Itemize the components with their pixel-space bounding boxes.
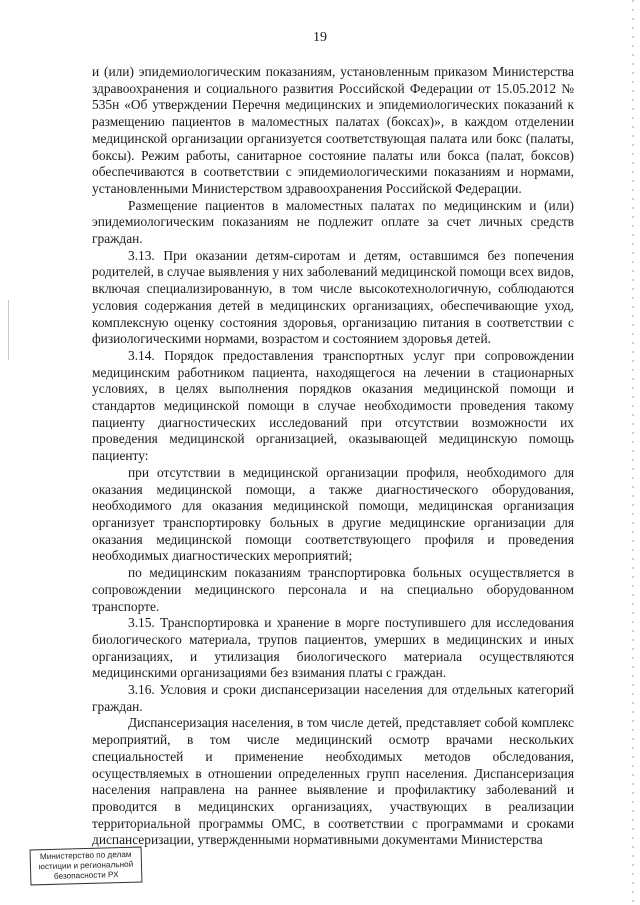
paragraph-dispensarization: Диспансеризация населения, в том числе детей, представляет собой комплекс мероприятий, в том числе медицинский осмотр врачами нескольких специальностей и применение необходимых методов обследования, осуществляемых в отношении определенных групп населения. Диспансеризация населения направлена на раннее выявление и профилактику заболеваний и проводится в медицинских организациях, участвующих в реализации территориальной программы ОМС, в соответствии с программами и сроками диспансеризации, утвержденными нормативными документами Министерства — [92, 715, 574, 848]
stamp-line-2: юстиции и региональной — [38, 859, 134, 872]
document-body — [92, 64, 574, 849]
paragraph-3-14-item-1: при отсутствии в медицинской организации профиля, необходимого для оказания медицинской помощи, а также диагностического оборудования, необходимого для оказания медицинской помощи, медицинская организация организует транспортировку больных в другие медицинские организации для оказания медицинской помощи соответствующего профиля и проведения необходимых диагностических мероприятий; — [92, 464, 574, 564]
paragraph-3-15: 3.15. Транспортировка и хранение в морге поступившего для исследования биологического материала, трупов пациентов, умерших в медицинских и иных организациях, и утилизация биологического материала осуществляются медицинскими организациями без взимания платы с граждан. — [92, 615, 574, 681]
paragraph-3-13: 3.13. При оказании детям-сиротам и детям, оставшимся без попечения родителей, в случае выявления у них заболеваний медицинской помощи всех видов, включая специализированную, в том числе высокотехнологичную, соблюдаются условия содержания детей в медицинских организациях, обеспечивающие уход, комплексную оценку состояния здоровья, организацию питания в соответствии с физиологическими нормами, возрастом и состоянием здоровья детей. — [92, 247, 574, 347]
stamp-line-1: Министерство по делам — [39, 849, 132, 862]
paragraph-3-14-item-2: по медицинским показаниям транспортировка больных осуществляется в сопровождении медицинского персонала и на специально оборудованном транспорте. — [92, 565, 574, 614]
ministry-stamp — [30, 847, 143, 886]
stamp-line-3: безопасности РХ — [53, 870, 119, 881]
paragraph-3-16: 3.16. Условия и сроки диспансеризации населения для отдельных категорий граждан. — [92, 682, 574, 714]
paragraph-3-14: 3.14. Порядок предоставления транспортных услуг при сопровождении медицинским работником пациента, находящегося на лечении в стационарных условиях, в целях выполнения порядков оказания медицинской помощи и стандартов медицинской помощи в случае необходимости проведения такому пациенту диагностических исследований при отсутствии возможности их проведения медицинской организацией, оказывающей медицинскую помощь пациенту: — [92, 347, 574, 464]
page-number: 19 — [313, 30, 327, 45]
page-edge-marks — [632, 0, 634, 905]
paragraph-continuation: и (или) эпидемиологическим показаниям, установленным приказом Министерства здравоохранения и социального развития Российской Федерации от 15.05.2012 № 535н «Об утверждении Перечня медицинских и эпидемиологических показаний к размещению пациентов в маломестных палатах (боксах)», в каждом отделении медицинской организации организуется соответствующая палата или бокс (палаты, боксы). Режим работы, санитарное состояние палаты или бокса (палат, боксов) обеспечиваются в соответствии с эпидемиологическими показаниям и нормами, установленными Министерством здравоохранения Российской Федерации. — [92, 64, 574, 196]
left-margin-mark — [8, 300, 9, 360]
paragraph-private-ward-payment: Размещение пациентов в маломестных палатах по медицинским и (или) эпидемиологическим показаниям не подлежит оплате за счет личных средств граждан. — [92, 197, 574, 247]
